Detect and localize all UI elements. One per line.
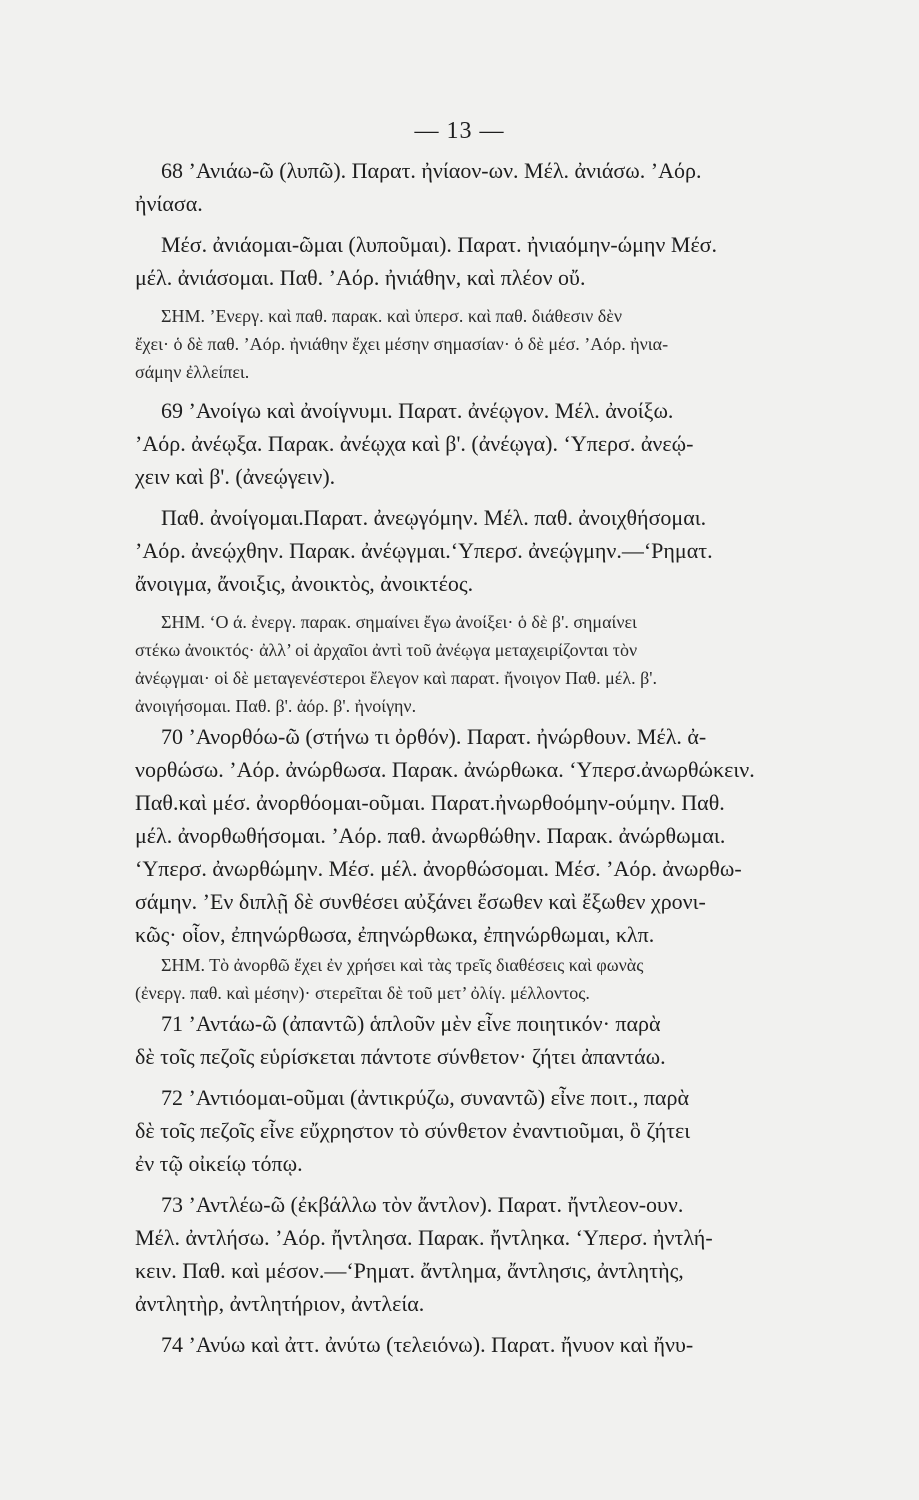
- text-line: 68 ’Ανιάω-ῶ (λυπῶ). Παρατ. ἠνίαον-ων. Μέλ. ἀνιάσω. ’Αόρ.: [161, 158, 702, 183]
- text-line: στέκω ἀνοικτός· ἀλλ’ οἱ ἀρχαῖοι ἀντὶ τοῦ ἀνέῳγα μεταχειρίζονται τὸν: [135, 640, 638, 660]
- text-line: ΣΗΜ. ’Ενεργ. καὶ παθ. παρακ. καὶ ὑπερσ. καὶ παθ. διάθεσιν δὲν: [161, 306, 622, 326]
- text-line: σάμην. ’Εν διπλῇ δὲ συνθέσει αὐξάνει ἔσωθεν καὶ ἔξωθεν χρονι-: [135, 889, 706, 914]
- text-line: ἄνοιγμα, ἄνοιξις, ἀνοικτὸς, ἀνοικτέος.: [135, 571, 474, 596]
- text-line: ἀνοιγήσομαι. Παθ. β'. ἀόρ. β'. ἠνοίγην.: [135, 696, 417, 716]
- text-line: Παθ. ἀνοίγομαι.Παρατ. ἀνεῳγόμην. Μέλ. παθ. ἀνοιχθήσομαι.: [161, 505, 707, 530]
- text-line: μέλ. ἀνορθωθήσομαι. ’Αόρ. παθ. ἀνωρθώθην. Παρακ. ἀνώρθωμαι.: [135, 823, 726, 848]
- text-body: [135, 154, 795, 1361]
- text-line: 72 ’Αντιόομαι-οῦμαι (ἀντικρύζω, συναντῶ) εἶνε ποιτ., παρὰ: [161, 1085, 689, 1110]
- text-line: Παθ.καὶ μέσ. ἀνορθόομαι-οῦμαι. Παρατ.ἠνωρθοόμην-ούμην. Παθ.: [135, 790, 725, 815]
- text-line: ἔχει· ὁ δὲ παθ. ’Αόρ. ἠνιάθην ἔχει μέσην σημασίαν· ὁ δὲ μέσ. ’Αόρ. ἠνια-: [135, 334, 669, 354]
- text-line: δὲ τοῖς πεζοῖς εὑρίσκεται πάντοτε σύνθετον· ζήτει ἀπαντάω.: [135, 1044, 666, 1069]
- text-line: 71 ’Αντάω-ῶ (ἀπαντῶ) ἁπλοῦν μὲν εἶνε ποιητικόν· παρὰ: [161, 1011, 661, 1036]
- text-line: 69 ’Ανοίγω καὶ ἀνοίγνυμι. Παρατ. ἀνέῳγον. Μέλ. ἀνοίξω.: [161, 398, 674, 423]
- text-line: κῶς· οἷον, ἐπηνώρθωσα, ἐπηνώρθωκα, ἐπηνώρθωμαι, κλπ.: [135, 922, 655, 947]
- text-line: 70 ’Ανορθόω-ῶ (στήνω τι ὀρθόν). Παρατ. ἠνώρθουν. Μέλ. ἀ-: [161, 724, 707, 749]
- text-line: ‘Υπερσ. ἀνωρθώμην. Μέσ. μέλ. ἀνορθώσομαι. Μέσ. ’Αόρ. ἀνωρθω-: [135, 856, 742, 881]
- text-line: ΣΗΜ. Τὸ ἀνορθῶ ἔχει ἐν χρήσει καὶ τὰς τρεῖς διαθέσεις καὶ φωνὰς: [161, 955, 644, 975]
- text-line: ἀνέῳγμαι· οἱ δὲ μεταγενέστεροι ἔλεγον καὶ παρατ. ἤνοιγον Παθ. μέλ. β'.: [135, 668, 657, 688]
- text-line: ’Αόρ. ἀνέῳξα. Παρακ. ἀνέῳχα καὶ β'. (ἀνέῳγα). ‘Υπερσ. ἀνεῴ-: [135, 431, 694, 456]
- text-line: ἠνίασα.: [135, 191, 203, 216]
- text-line: Μέλ. ἀντλήσω. ’Αόρ. ἤντλησα. Παρακ. ἤντληκα. ‘Υπερσ. ἠντλή-: [135, 1225, 713, 1250]
- text-line: μέλ. ἀνιάσομαι. Παθ. ’Αόρ. ἠνιάθην, καὶ πλέον οὔ.: [135, 265, 586, 290]
- text-line: κειν. Παθ. καὶ μέσον.—‘Ρηματ. ἄντλημα, ἄντλησις, ἀντλητὴς,: [135, 1258, 684, 1283]
- text-line: 74 ’Ανύω καὶ ἀττ. ἀνύτω (τελειόνω). Παρατ. ἤνυον καὶ ἤνυ-: [161, 1332, 694, 1357]
- text-line: 73 ’Αντλέω-ῶ (ἐκβάλλω τὸν ἄντλον). Παρατ. ἤντλεον-ουν.: [161, 1192, 684, 1217]
- text-line: χειν καὶ β'. (ἀνεῴγειν).: [135, 464, 336, 489]
- text-line: σάμην ἐλλείπει.: [135, 362, 250, 382]
- text-line: ἀντλητὴρ, ἀντλητήριον, ἀντλεία.: [135, 1291, 425, 1316]
- text-line: Μέσ. ἀνιάομαι-ῶμαι (λυποῦμαι). Παρατ. ἠνιαόμην-ώμην Μέσ.: [161, 232, 718, 257]
- text-line: ἐν τῷ οἰκείῳ τόπῳ.: [135, 1151, 303, 1176]
- text-line: ’Αόρ. ἀνεῴχθην. Παρακ. ἀνέῳγμαι.‘Υπερσ. ἀνεῴγμην.—‘Ρηματ.: [135, 538, 713, 563]
- text-line: δὲ τοῖς πεζοῖς εἶνε εὔχρηστον τὸ σύνθετον ἐναντιοῦμαι, ὃ ζήτει: [135, 1118, 691, 1143]
- page-number: — 13 —: [414, 118, 505, 144]
- text-line: (ἐνεργ. παθ. καὶ μέσην)· στερεῖται δὲ τοῦ μετ’ ὀλίγ. μέλλοντος.: [135, 983, 590, 1003]
- text-line: ΣΗΜ. ‘Ο ά. ἐνεργ. παρακ. σημαίνει ἔγω ἀνοίξει· ὁ δὲ β'. σημαίνει: [161, 612, 637, 632]
- text-line: νορθώσω. ’Αόρ. ἀνώρθωσα. Παρακ. ἀνώρθωκα. ‘Υπερσ.ἀνωρθώκειν.: [135, 757, 755, 782]
